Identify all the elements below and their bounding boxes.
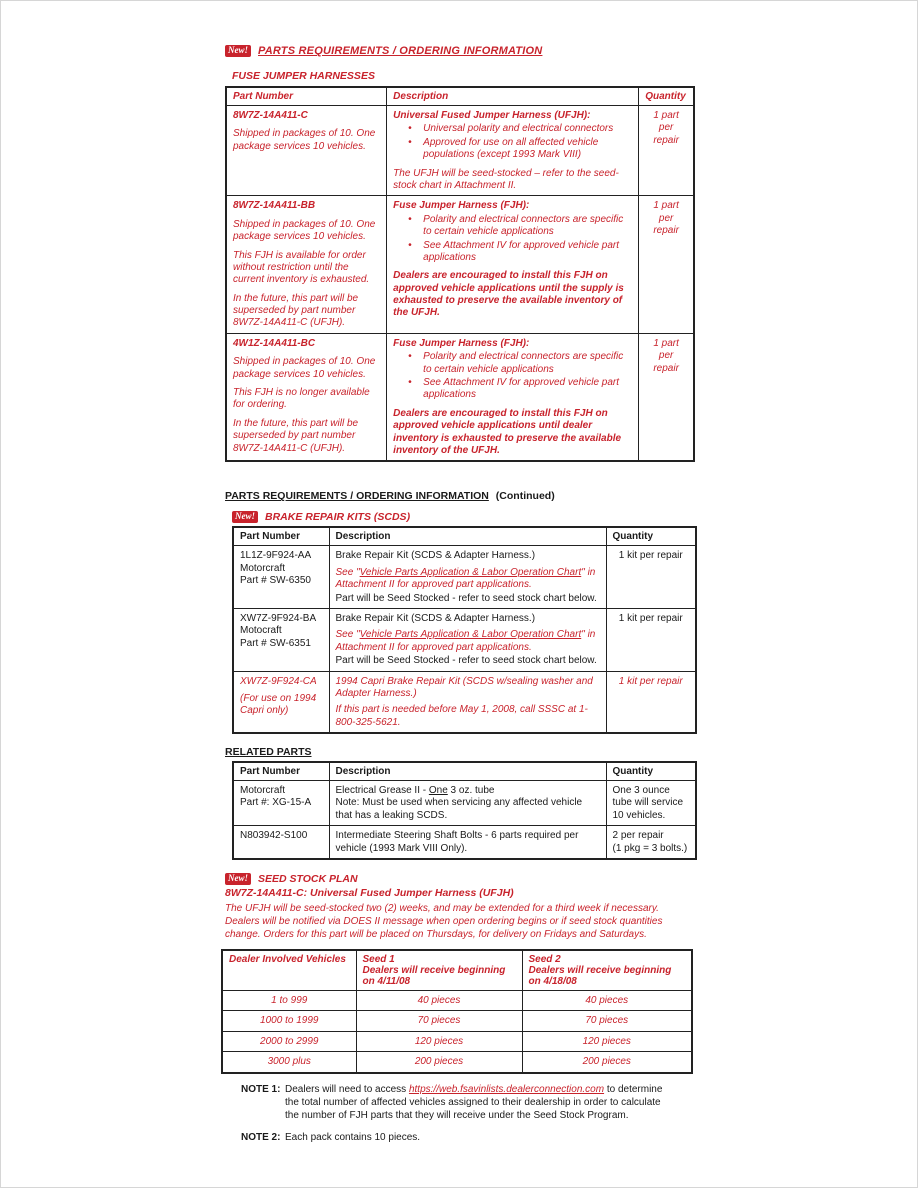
part-note: Shipped in packages of 10. One package services 10 vehicles. — [233, 128, 376, 152]
description-cell — [329, 546, 606, 609]
brake-repair-table — [232, 526, 697, 734]
bullet-text: Approved for use on all affected vehicle populations (except 1993 Mark VIII) — [423, 136, 599, 161]
seed1-pieces-cell: 70 pieces — [356, 1011, 522, 1031]
seed-table-row — [222, 1031, 692, 1051]
dealer-range-cell: 3000 plus — [222, 1052, 356, 1073]
quantity-cell: 1 kit per repair — [606, 671, 696, 733]
page-title: PARTS REQUIREMENTS / ORDERING INFORMATION — [258, 45, 543, 57]
fuse-table-row-3 — [226, 333, 694, 461]
note-2 — [225, 1131, 695, 1144]
quantity-cell: 1 part per repair — [639, 196, 694, 334]
seed1-title: Seed 1 — [362, 954, 395, 966]
description-cell — [387, 106, 639, 196]
quantity-cell: One 3 ounce tube will service 10 vehicles. — [606, 781, 696, 826]
quantity-cell: 1 part per repair — [639, 106, 694, 196]
dealer-range-cell: 2000 to 2999 — [222, 1031, 356, 1051]
quantity-line: 2 per repair — [612, 830, 664, 842]
related-table-header-row — [233, 762, 696, 781]
part-line: Part # SW-6351 — [240, 637, 311, 649]
bullet-item — [393, 240, 632, 265]
quantity-cell: 1 part per repair — [639, 333, 694, 461]
seed1-pieces-cell: 200 pieces — [356, 1052, 522, 1073]
part-number: XW7Z-9F924-BA — [240, 612, 317, 624]
fuse-table-header-row — [226, 87, 694, 106]
part-note: Shipped in packages of 10. One package services 10 vehicles. — [233, 356, 376, 380]
bullet-item — [393, 123, 632, 135]
part-line: Motorcraft — [240, 562, 286, 574]
dealer-range-cell: 1000 to 1999 — [222, 1011, 356, 1031]
seed-stock-heading: SEED STOCK PLAN — [258, 873, 358, 886]
seed2-pieces-cell: 120 pieces — [522, 1031, 692, 1051]
bullet-item — [393, 137, 632, 162]
brake-kits-heading-row — [232, 511, 695, 523]
seed2-pieces-cell: 40 pieces — [522, 991, 692, 1011]
description-line: Brake Repair Kit (SCDS & Adapter Harness.) — [335, 612, 536, 624]
new-badge: New! — [225, 873, 251, 885]
quantity-line: (1 pkg = 3 bolts.) — [612, 842, 688, 854]
description-title: Universal Fused Jumper Harness (UFJH): — [393, 110, 591, 121]
seed-header-seed1 — [356, 950, 522, 991]
quantity-cell — [606, 826, 696, 859]
quantity-cell: 1 kit per repair — [606, 608, 696, 671]
desc-text: Electrical Grease II - — [335, 785, 429, 797]
part-number-cell — [226, 196, 387, 334]
part-note: This FJH is no longer available for ordering. — [233, 387, 370, 411]
description-cell — [387, 333, 639, 461]
part-number-cell — [233, 546, 329, 609]
related-parts-heading: RELATED PARTS — [225, 746, 312, 759]
part-number-cell — [226, 333, 387, 461]
bullet-text: Polarity and electrical connectors are specific to certain vehicle applications — [423, 213, 624, 238]
quantity-cell: 1 kit per repair — [606, 546, 696, 609]
related-parts-table — [232, 761, 697, 860]
underlined-word: One — [428, 785, 448, 797]
related-header-quantity: Quantity — [606, 762, 696, 781]
note-1 — [225, 1083, 695, 1122]
note1-post: to determine the total number of affected vehicles assigned to their dealership in order to calculate the number of FJH parts that they will receive under the Seed Stock Program. — [285, 1083, 663, 1121]
related-table-row-1 — [233, 781, 696, 826]
brake-header-description: Description — [329, 527, 606, 546]
part-number-cell — [233, 671, 329, 733]
part-number: 1L1Z-9F924-AA — [240, 550, 312, 562]
see-chart-line — [336, 629, 600, 654]
bullet-text: See Attachment IV for approved vehicle part applications — [423, 239, 620, 263]
description-line: 1994 Capri Brake Repair Kit (SCDS w/sealing washer and Adapter Harness.) — [335, 675, 593, 699]
description-line: Intermediate Steering Shaft Bolts - 6 parts required per vehicle (1993 Mark VIII Only). — [335, 830, 579, 854]
brake-table-header-row — [233, 527, 696, 546]
bullet-item — [393, 214, 632, 239]
see-prefix: See " — [335, 566, 360, 578]
fuse-harnesses-heading: FUSE JUMPER HARNESSES — [232, 70, 375, 82]
part-number: XW7Z-9F924-CA — [240, 675, 317, 687]
seed1-pieces-cell: 120 pieces — [356, 1031, 522, 1051]
seed-header-seed2 — [522, 950, 692, 991]
see-suffix: " in Attachment II for approved part applications. — [335, 566, 596, 591]
note1-text — [285, 1083, 677, 1122]
part-number: 4W1Z-14A411-BC — [233, 337, 316, 349]
description-line: If this part is needed before May 1, 2008, call SSSC at 1-800-325-5621. — [335, 704, 588, 728]
description-line: Brake Repair Kit (SCDS & Adapter Harness.) — [335, 550, 536, 562]
brake-header-quantity: Quantity — [606, 527, 696, 546]
seed-table-header-row — [222, 950, 692, 991]
brake-kits-heading: BRAKE REPAIR KITS (SCDS) — [265, 511, 411, 524]
fuse-header-description: Description — [387, 87, 639, 106]
part-line: Motocraft — [240, 625, 282, 637]
new-badge: New! — [232, 511, 258, 523]
description-cell — [329, 826, 606, 859]
continued-title: PARTS REQUIREMENTS / ORDERING INFORMATION — [225, 490, 489, 503]
see-prefix: See " — [335, 629, 360, 641]
description-cell — [329, 608, 606, 671]
part-number-cell — [226, 106, 387, 196]
fuse-header-part-number: Part Number — [226, 87, 387, 106]
see-suffix: " in Attachment II for approved part applications. — [335, 629, 596, 653]
part-note: Shipped in packages of 10. One package services 10 vehicles. — [233, 218, 376, 243]
related-header-part-number: Part Number — [233, 762, 329, 781]
brake-table-row-1 — [233, 546, 696, 609]
description-cell — [329, 781, 606, 826]
description-note: Note: Must be used when servicing any affected vehicle that has a leaking SCDS. — [335, 797, 583, 821]
dealerconnection-link[interactable]: https://web.fsavinlists.dealerconnection.com — [408, 1083, 605, 1095]
seed1-date: Dealers will receive beginning on 4/11/08 — [362, 965, 506, 988]
part-number-cell — [233, 826, 329, 859]
description-para-bold: Dealers are encouraged to install this FJH on approved vehicle applications until dealer inventory is exhausted to preserve the available inventory of the UFJH. — [393, 407, 622, 456]
note1-pre: Dealers will need to access — [285, 1083, 409, 1095]
seed-stock-table — [221, 949, 693, 1074]
part-number: 8W7Z-14A411-C — [233, 110, 308, 121]
fuse-table-row-1 — [226, 106, 694, 196]
part-line: Motorcraft — [240, 785, 286, 797]
note2-text: Each pack contains 10 pieces. — [285, 1131, 421, 1143]
seed-table-row — [222, 1052, 692, 1073]
note1-label: NOTE 1: — [241, 1083, 281, 1095]
see-chart-line — [336, 567, 600, 592]
description-line: Part will be Seed Stocked - refer to seed stock chart below. — [335, 592, 597, 604]
description-title: Fuse Jumper Harness (FJH): — [393, 337, 530, 349]
seed1-pieces-cell: 40 pieces — [356, 991, 522, 1011]
description-cell — [329, 671, 606, 733]
bullet-text: See Attachment IV for approved vehicle part applications — [423, 377, 620, 401]
part-note: In the future, this part will be superseded by part number 8W7Z-14A411-C (UFJH). — [233, 417, 359, 454]
description-cell — [387, 196, 639, 334]
fuse-header-quantity: Quantity — [639, 87, 694, 106]
part-number-cell — [233, 781, 329, 826]
bulletin-content — [225, 45, 695, 1153]
bullet-text: Universal polarity and electrical connectors — [423, 123, 614, 135]
continued-heading — [225, 490, 695, 502]
fuse-table-row-2 — [226, 196, 694, 334]
related-header-description: Description — [329, 762, 606, 781]
part-line: Part # SW-6350 — [240, 575, 311, 587]
new-badge: New! — [225, 45, 251, 57]
parts-requirements-heading-row — [225, 45, 695, 57]
seed-stock-paragraph: The UFJH will be seed-stocked two (2) weeks, and may be extended for a third week if necessary. Dealers will be notified via DOES II message when open ordering begins or if seed stock quantities change. Orders for this part will be placed on Thursdays, for delivery on Fridays and Saturdays. — [225, 903, 663, 941]
description-line: Part will be Seed Stocked - refer to seed stock chart below. — [335, 655, 597, 667]
continued-suffix: (Continued) — [495, 490, 555, 503]
dealer-range-cell: 1 to 999 — [222, 991, 356, 1011]
description-para: The UFJH will be seed-stocked – refer to the seed-stock chart in Attachment II. — [393, 167, 619, 191]
seed-header-dealer-vehicles: Dealer Involved Vehicles — [222, 950, 356, 991]
seed-stock-subheading: 8W7Z-14A411-C: Universal Fused Jumper Harness (UFJH) — [225, 887, 514, 900]
part-number: 8W7Z-14A411-BB — [233, 200, 316, 212]
bullet-item — [393, 377, 632, 402]
brake-header-part-number: Part Number — [233, 527, 329, 546]
parts-chart-link[interactable]: Vehicle Parts Application & Labor Operation Chart — [359, 566, 582, 578]
description-para-bold: Dealers are encouraged to install this FJH on approved vehicle applications until the supply is exhausted to preserve the available inventory of the UFJH. — [393, 270, 624, 319]
part-note: This FJH is available for order without restriction until the current inventory is exhausted. — [233, 249, 370, 286]
seed2-pieces-cell: 200 pieces — [522, 1052, 692, 1073]
seed2-pieces-cell: 70 pieces — [522, 1011, 692, 1031]
seed2-date: Dealers will receive beginning on 4/18/08 — [528, 965, 672, 988]
bullet-item — [393, 351, 632, 376]
description-title: Fuse Jumper Harness (FJH): — [393, 200, 530, 212]
parts-chart-link[interactable]: Vehicle Parts Application & Labor Operation Chart — [359, 629, 582, 641]
part-line: (For use on 1994 Capri only) — [240, 692, 317, 717]
part-line: N803942-S100 — [240, 830, 308, 842]
note2-label: NOTE 2: — [241, 1131, 281, 1143]
seed-table-row — [222, 991, 692, 1011]
seed2-title: Seed 2 — [528, 954, 561, 966]
seed-stock-heading-row — [225, 873, 695, 885]
description-line — [336, 785, 600, 797]
related-table-row-2 — [233, 826, 696, 859]
desc-text: 3 oz. tube — [447, 785, 495, 797]
part-line: Part #: XG-15-A — [240, 797, 312, 809]
bullet-text: Polarity and electrical connectors are specific to certain vehicle applications — [423, 351, 624, 375]
brake-table-row-2 — [233, 608, 696, 671]
seed-table-row — [222, 1011, 692, 1031]
brake-table-row-3 — [233, 671, 696, 733]
part-number-cell — [233, 608, 329, 671]
part-note: In the future, this part will be superseded by part number 8W7Z-14A411-C (UFJH). — [233, 292, 359, 329]
fuse-jumper-table — [225, 86, 695, 462]
